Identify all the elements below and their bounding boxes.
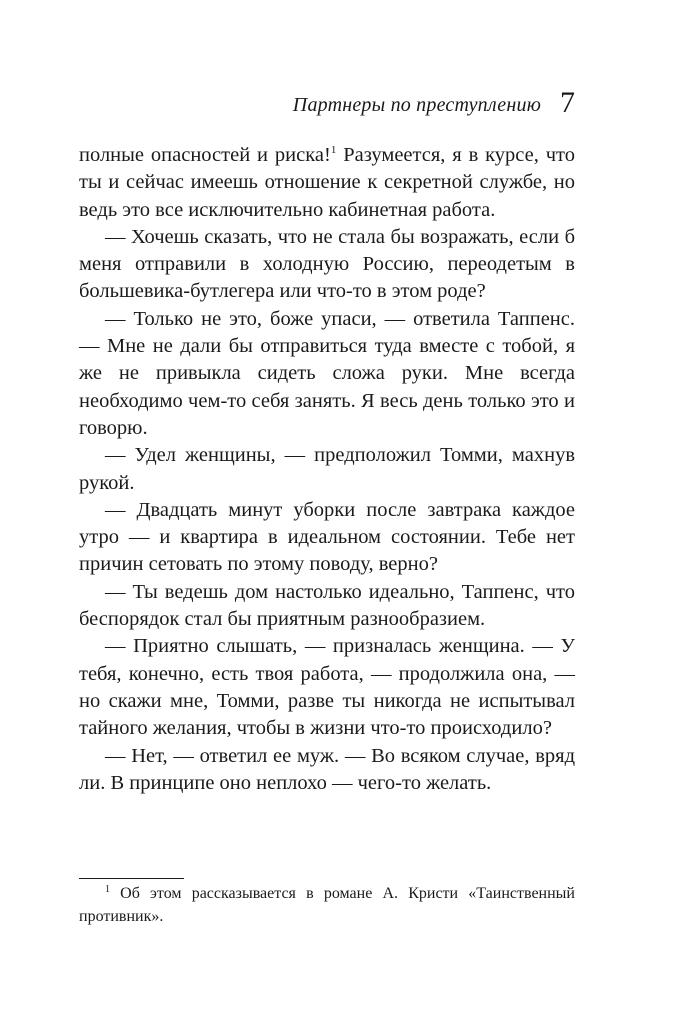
paragraph: — Удел женщины, — предположил Томми, махнув рукой. (79, 444, 575, 494)
paragraph-text: Разумеется, я в курсе, что ты и сейчас имеешь отношение к секретной службе, но ведь это все исключительно кабинетная работа. (79, 144, 575, 221)
paragraph: — Приятно слышать, — призналась женщина. — У тебя, конечно, есть твоя работа, — продолжила она, — но скажи мне, Томми, разве ты никогда не испытывал тайного желания, чтобы в жизни что-то происходило? (79, 635, 575, 740)
paragraph: — Двадцать минут уборки после завтрака каждое утро — и квартира в идеальном состоянии. Тебе нет причин сетовать по этому поводу, верно? (79, 498, 575, 576)
paragraph: — Нет, — ответил ее муж. — Во всяком случае, вряд ли. В принципе оно неплохо — чего-то желать. (79, 744, 575, 794)
running-title: Партнеры по преступлению (292, 94, 541, 116)
paragraph: — Хочешь сказать, что не стала бы возражать, если б меня отправили в холодную Россию, переодетым в большевика-бутлегера или что-то в этом роде? (79, 225, 575, 303)
paragraph: — Только не это, боже упаси, — ответила Таппенс. — Мне не дали бы отправиться туда вместе с тобой, я же не привыкла сидеть сложа руки. Мне всегда необходимо чем-то себя занять. Я весь день только это и говорю. (79, 307, 575, 439)
footnote-text: Об этом рассказывается в романе А. Кристи «Таинственный противник». (79, 885, 575, 925)
footnote-ref: 1 (330, 144, 337, 156)
paragraph (79, 142, 575, 224)
footnote-marker: 1 (105, 884, 110, 895)
page-number: 7 (560, 86, 575, 119)
paragraph-text: полные опасностей и риска! (79, 144, 331, 166)
footnote-divider (79, 878, 184, 879)
page-header (0, 86, 691, 126)
paragraph: — Ты ведешь дом настолько идеально, Таппенс, что беспорядок стал бы приятным разнообразием. (79, 580, 575, 631)
body-text (79, 142, 575, 797)
footnote (79, 882, 575, 928)
